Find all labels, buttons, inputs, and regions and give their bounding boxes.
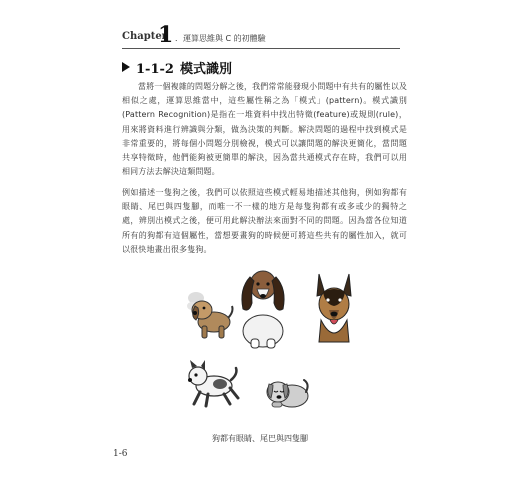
puppy-dog-icon — [186, 282, 234, 344]
basset-hound-icon — [237, 259, 289, 351]
body-paragraph: 當將一個複雜的問題分解之後，我們常常能發現小問題中有共有的屬性以及相似之處，運算思維當中，這些屬性稱之為「模式」(pattern)。模式識別(Pattern Recognition)是指在一堆資料中找出特徵(feature)或規則(rule)，用來將資料進行辨識與分類，做為決策的判斷。解決問題的過程中找到模式是非常重要的，將每個小問題分別檢視，模式可以讓問題的解決更簡化，當問題共享特徵時，他們能夠被更簡單的解決，因為當共通模式存在時，我們可以用相同方法去解決這類問題。 — [122, 82, 407, 177]
chapter-label: Chapter — [122, 31, 167, 42]
chapter-number: 1 — [158, 22, 174, 48]
sleepy-dog-icon — [264, 372, 310, 412]
triangle-marker-icon — [122, 62, 130, 72]
figure-caption: 狗都有眼睛、尾巴與四隻腳 — [212, 434, 308, 443]
page-number: 1-6 — [113, 449, 128, 459]
section-title: 模式識別 — [179, 62, 232, 77]
section-heading — [122, 58, 232, 77]
chapter-title: ．運算思維與 C 的初體驗 — [175, 34, 266, 43]
german-shepherd-icon — [313, 270, 355, 348]
jumping-dog-icon — [186, 360, 240, 414]
body-paragraph: 例如描述一隻狗之後，我們可以依照這些模式輕易地描述其他狗，例如狗都有眼睛、尾巴與四隻腳，而唯一不一樣的地方是每隻狗都有或多或少的獨特之處，辨別出模式之後，便可用此解決辦法來面對不同的問題。因為當各位知道所有的狗都有這個屬性，當想要畫狗的時候便可將這些共有的屬性加入，就可以很快地畫出很多隻狗。 — [122, 188, 407, 254]
section-number: 1-1-2 — [136, 62, 174, 77]
running-header — [122, 22, 400, 49]
